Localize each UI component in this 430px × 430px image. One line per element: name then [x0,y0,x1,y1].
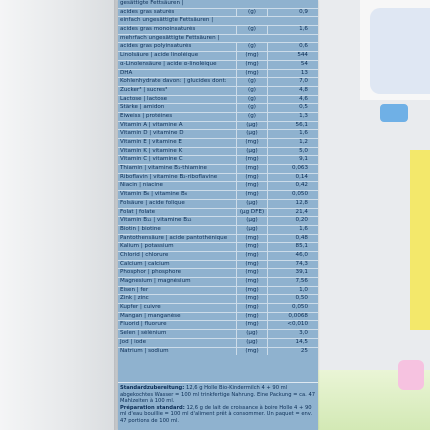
footer-de-text: 12,6 g Holle Bio-Kindermilch 4 + 90 ml abgekochtes Wasser = 100 ml trinkfertige Nahrung. Eine Packung = ca. 47 Mahlzeiten à 100 ml. [120,385,316,405]
nutrient-unit: (mg) [236,174,267,182]
nutrient-unit: (μg) [236,217,267,225]
nutrient-value: 21,4 [267,209,318,217]
nutrient-value: 0,42 [267,182,318,190]
nutrition-row [118,208,318,217]
nutrient-unit: (g) [236,78,267,86]
nutrition-row [118,86,318,95]
nutrition-row [118,77,318,86]
nutrient-name: mehrfach ungesättigte Fettsäuren | [120,34,220,41]
nutrition-row [118,294,318,303]
nutrient-name: gesättigte Fettsäuren | [120,0,184,6]
nutrient-value: 46,0 [267,252,318,260]
nutrient-name: α-Linolensäure | acide α-linoléique [120,60,217,67]
nutrient-unit: (mg) [236,348,267,356]
nutrition-row [118,338,318,347]
nutrient-unit: (g) [236,87,267,95]
nutrient-value: 0,5 [267,104,318,112]
nutrient-name: Vitamin K | vitamine K [120,147,183,154]
nutrient-unit: (mg) [236,165,267,173]
nutrient-value: 0,20 [267,217,318,225]
nutrient-unit: (mg) [236,313,267,321]
nutrient-name: Pantothensäure | acide pantothénique [120,234,228,241]
nutrition-row [118,0,318,8]
nutrient-unit: (mg) [236,269,267,277]
nutrient-value: 7,0 [267,78,318,86]
nutrient-value: 5,0 [267,148,318,156]
nutrient-unit: (mg) [236,295,267,303]
nutrient-name: Phosphor | phosphore [120,269,182,276]
background-left [0,0,118,430]
nutrient-value: 54 [267,61,318,69]
nutrition-row [118,329,318,338]
nutrient-unit: (mg) [236,287,267,295]
nutrient-name: Calcium | calcium [120,260,170,267]
nutrient-value: 0,50 [267,295,318,303]
nutrition-row [118,42,318,51]
nutrient-name: Thiamin | vitamine B₁-thiamine [120,165,207,172]
nutrient-name: Magnesium | magnésium [120,278,191,284]
nutrition-row [118,129,318,138]
nutrition-row [118,251,318,260]
nutrient-name: Vitamin B₁₂ | vitamine B₁₂ [120,217,192,224]
nutrition-row [118,234,318,243]
nutrient-value: 74,3 [267,261,318,269]
nutrient-unit: (μg DFE) [236,209,267,217]
nutrition-row [118,8,318,17]
nutrition-row [118,34,318,43]
nutrition-panel [118,0,318,430]
nutrient-name: Zink | zinc [120,295,149,302]
nutrition-row [118,286,318,295]
nutrient-unit: (g) [236,26,267,34]
nutrient-unit: (mg) [236,191,267,199]
nutrition-row [118,16,318,25]
nutrition-row [118,103,318,112]
nutrient-value: 1,2 [267,139,318,147]
footer-fr-label: Préparation standard: [120,404,185,411]
nutrition-row [118,60,318,69]
nutrient-unit: (g) [236,113,267,121]
package-top-graphic [360,0,430,100]
nutrient-unit: (mg) [236,139,267,147]
nutrient-name: Selen | sélénium [120,330,167,337]
nutrient-name: Kohlenhydrate davon: | glucides dont: [120,78,227,85]
nutrient-name: Stärke | amidon [120,104,165,111]
package-yellow-band [410,150,430,330]
nutrient-unit: (g) [236,104,267,112]
preparation-footer [118,382,318,427]
footer-fr-text: 12,6 g de lait de croissance à boire Holle 4 + 90 ml d'eau bouillie = 100 ml d'aliment prêt à consommer. Un paquet = env. 47 portions de 100 ml. [120,404,313,424]
nutrient-name: acides gras saturés [120,8,175,15]
nutrient-name: Niacin | niacine [120,182,163,189]
nutrition-row [118,312,318,321]
nutrient-value: 1,6 [267,226,318,234]
nutrition-row [118,225,318,234]
nutrition-row [118,164,318,173]
nutrient-unit: (mg) [236,252,267,260]
nutrient-value: 3,0 [267,330,318,338]
nutrition-row [118,260,318,269]
nutrient-unit: (mg) [236,52,267,60]
nutrient-value: 14,5 [267,339,318,347]
nutrient-value: 0,6 [267,43,318,51]
nutrient-unit: (mg) [236,182,267,190]
nutrition-row [118,242,318,251]
nutrient-name: acides gras monoinsaturés [120,26,196,33]
nutrient-value: 0,050 [267,304,318,312]
footer-de [120,385,316,405]
nutrient-unit: (g) [236,96,267,104]
nutrient-unit: (μg) [236,130,267,138]
nutrient-value: 9,1 [267,156,318,164]
nutrient-unit: (μg) [236,226,267,234]
package-blue-label [380,104,408,122]
nutrient-name: Lactose | lactose [120,95,168,102]
footer-de-label: Standardzubereitung: [120,385,185,391]
nutrient-unit: (mg) [236,304,267,312]
nutrient-unit: (mg) [236,278,267,286]
nutrient-name: Folat | folate [120,208,156,215]
nutrient-name: Zucker³ | sucres³ [120,86,168,93]
nutrition-row [118,173,318,182]
nutrition-row [118,69,318,78]
nutrition-row [118,181,318,190]
nutrient-value: 0,14 [267,174,318,182]
nutrition-row [118,147,318,156]
nutrient-name: Natrium | sodium [120,347,169,354]
nutrient-name: Vitamin E | vitamine E [120,139,182,145]
nutrient-unit: (mg) [236,61,267,69]
nutrient-unit: (mg) [236,261,267,269]
nutrient-value: 85,1 [267,243,318,251]
nutrition-row [118,95,318,104]
nutrition-row [118,199,318,208]
nutrient-name: Mangan | manganèse [120,312,181,319]
nutrient-unit: (mg) [236,156,267,164]
nutrition-row [118,25,318,34]
nutrient-value: 0,050 [267,191,318,199]
nutrient-name: Eiweiss | protéines [120,112,173,119]
nutrient-value: 25 [267,348,318,356]
nutrition-row [118,121,318,130]
nutrient-name: Eisen | fer [120,286,149,293]
nutrient-name: Kalium | potassium [120,243,174,250]
nutrition-row [118,320,318,329]
nutrition-row [118,303,318,312]
nutrition-table [118,0,318,355]
nutrient-name: Linolsäure | acide linoléique [120,52,199,59]
nutrient-name: Chlorid | chlorure [120,251,169,258]
nutrient-value: 1,3 [267,113,318,121]
nutrient-name: Folsäure | acide folique [120,199,185,206]
nutrient-value: 0,48 [267,235,318,243]
nutrient-value: 39,1 [267,269,318,277]
nutrient-value: 544 [267,52,318,60]
nutrient-value: 0,9 [267,9,318,17]
nutrient-value: 1,6 [267,130,318,138]
nutrient-value: <0,010 [267,321,318,329]
nutrient-name: Vitamin D | vitamine D [120,130,184,137]
nutrient-name: Kupfer | cuivre [120,304,161,311]
footer-fr [120,405,316,425]
nutrient-name: DHA [120,69,133,76]
nutrient-name: Jod | iode [120,338,147,345]
package-pink-shape [398,360,424,390]
nutrition-row [118,277,318,286]
nutrient-value: 4,8 [267,87,318,95]
nutrient-name: einfach ungesättigte Fettsäuren | [120,17,214,24]
nutrient-unit: (mg) [236,321,267,329]
nutrition-row [118,112,318,121]
nutrient-unit: (μg) [236,339,267,347]
nutrient-unit: (μg) [236,148,267,156]
nutrition-row [118,155,318,164]
nutrient-value: 13 [267,70,318,78]
nutrient-unit: (mg) [236,70,267,78]
nutrient-name: Fluorid | fluorure [120,321,167,328]
nutrient-unit: (μg) [236,330,267,338]
nutrition-row [118,51,318,60]
nutrient-unit: (μg) [236,122,267,130]
nutrient-unit: (g) [236,9,267,17]
nutrient-value: 7,56 [267,278,318,286]
nutrient-name: Biotin | biotine [120,225,161,232]
nutrient-name: acides gras polyinsaturés [120,43,192,50]
nutrient-unit: (μg) [236,200,267,208]
nutrient-value: 12,8 [267,200,318,208]
nutrition-row [118,190,318,199]
nutrient-unit: (g) [236,43,267,51]
nutrient-name: Vitamin B₆ | vitamine B₆ [120,191,188,198]
nutrient-unit: (mg) [236,235,267,243]
nutrient-value: 0,0068 [267,313,318,321]
nutrition-row [118,347,318,356]
nutrient-value: 56,1 [267,122,318,130]
nutrient-name: Vitamin A | vitamine A [120,121,183,128]
nutrition-row [118,138,318,147]
nutrient-value: 4,6 [267,96,318,104]
nutrient-value: 1,6 [267,26,318,34]
nutrition-row [118,268,318,277]
nutrient-unit: (mg) [236,243,267,251]
nutrition-row [118,216,318,225]
nutrient-name: Riboflavin | vitamine B₂-riboflavine [120,173,218,180]
nutrient-name: Vitamin C | vitamine C [120,156,183,163]
nutrient-value: 0,063 [267,165,318,173]
nutrient-value: 1,0 [267,287,318,295]
